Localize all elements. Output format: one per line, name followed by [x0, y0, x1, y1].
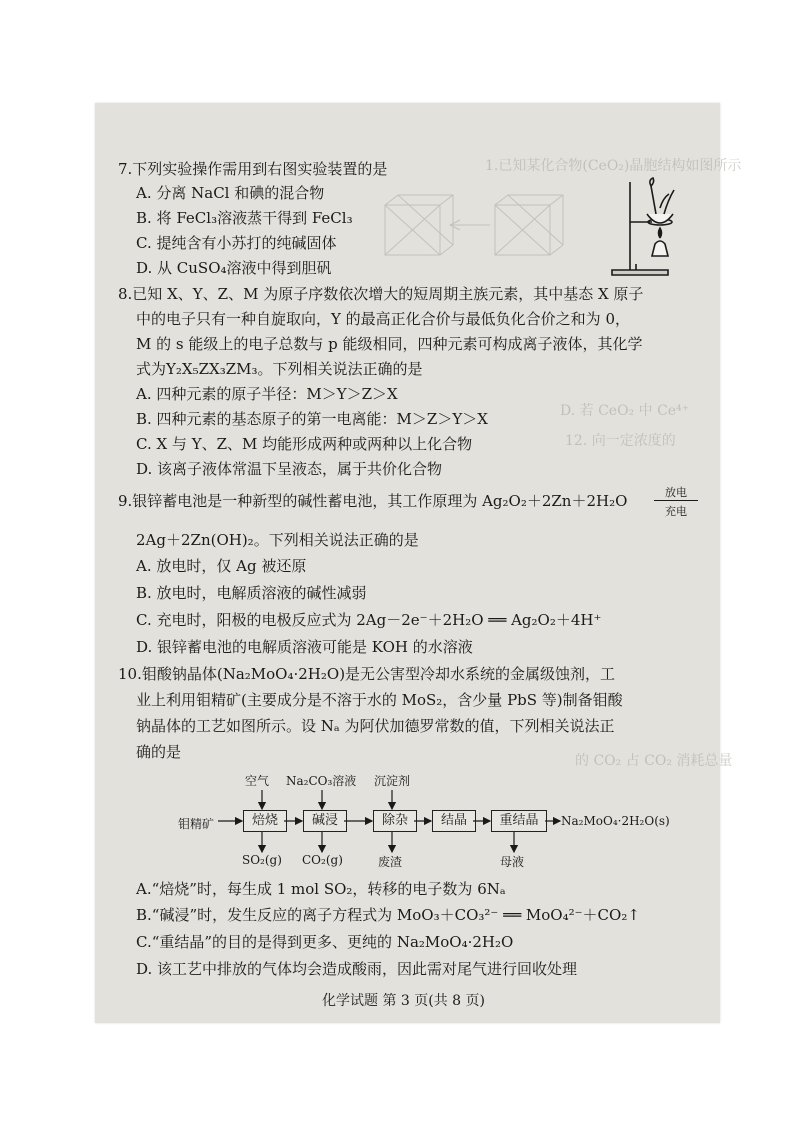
q10-option-a: A.“焙烧”时，每生成 1 mol SO₂，转移的电子数为 6Nₐ: [136, 880, 506, 898]
q9-stem-line-2: 2Ag＋2Zn(OH)₂。下列相关说法正确的是: [136, 531, 419, 549]
bleed-through-text: 12. 向一定浓度的: [565, 433, 676, 449]
q8-option-d: D. 该离子液体常温下呈液态，属于共价化合物: [136, 460, 443, 478]
q8-option-c: C. X 与 Y、Z、M 均能形成两种或两种以上化合物: [136, 435, 473, 453]
q7-stem: 7.下列实验操作需用到右图实验装置的是: [118, 160, 388, 178]
q9-stem-line-1: 9.银锌蓄电池是一种新型的碱性蓄电池，其工作原理为 Ag₂O₂＋2Zn＋2H₂O: [118, 492, 628, 510]
flow-output-so2: SO₂(g): [242, 853, 282, 867]
bleed-through-text: 1.已知某化合物(CeO₂)晶胞结构如图所示: [485, 158, 742, 174]
flow-step-impurity-removal: 除杂: [373, 810, 417, 832]
flow-output-mother-liquor: 母液: [500, 855, 525, 869]
q9-discharge-label: 放电: [665, 486, 687, 499]
bleed-through-text: D. 若 CeO₂ 中 Ce⁴⁺: [560, 403, 690, 419]
flow-step-alkali-leach: 碱浸: [303, 810, 347, 832]
q8-stem-line-1: 8.已知 X、Y、Z、M 为原子序数依次增大的短周期主族元素，其中基态 X 原子: [118, 285, 644, 303]
flow-output-residue: 废渣: [378, 855, 403, 869]
flow-input-air: 空气: [245, 774, 270, 788]
q8-stem-line-3: M 的 s 能级上的电子总数与 p 能级相同，四种元素可构成离子液体，其化学: [136, 335, 643, 353]
q9-option-b: B. 放电时，电解质溶液的碱性减弱: [136, 584, 367, 602]
q9-charge-label: 充电: [665, 505, 687, 518]
q7-option-d: D. 从 CuSO₄溶液中得到胆矾: [136, 259, 332, 277]
q7-option-b: B. 将 FeCl₃溶液蒸干得到 FeCl₃: [136, 209, 353, 227]
q7-option-c: C. 提纯含有小苏打的纯碱固体: [136, 234, 337, 252]
q7-option-a: A. 分离 NaCl 和碘的混合物: [136, 184, 325, 202]
q9-option-d: D. 银锌蓄电池的电解质溶液可能是 KOH 的水溶液: [136, 638, 473, 656]
page-footer: 化学试题 第 3 页(共 8 页): [322, 993, 485, 1009]
q10-stem-line-2: 业上利用钼精矿(主要成分是不溶于水的 MoS₂，含少量 PbS 等)制备钼酸: [136, 691, 623, 709]
q8-option-b: B. 四种元素的基态原子的第一电离能：M＞Z＞Y＞X: [136, 410, 488, 428]
flow-step-recrystallize: 重结晶: [491, 810, 547, 832]
flow-input-na2co3: Na₂CO₃溶液: [286, 774, 357, 788]
q10-stem-line-1: 10.钼酸钠晶体(Na₂MoO₄·2H₂O)是无公害型冷却水系统的金属级蚀剂，工: [118, 665, 616, 683]
q8-stem-line-2: 中的电子只有一种自旋取向，Y 的最高正化合价与最低负化合价之和为 0，: [136, 310, 630, 328]
bleed-through-text: 的 CO₂ 占 CO₂ 消耗总量: [575, 753, 733, 769]
q9-option-c: C. 充电时，阳极的电极反应式为 2Ag－2e⁻＋2H₂O ══ Ag₂O₂＋4H⁺: [136, 611, 602, 629]
q10-option-b: B.“碱浸”时，发生反应的离子方程式为 MoO₃＋CO₃²⁻ ══ MoO₄²⁻＋CO₂↑: [136, 906, 640, 924]
q10-stem-line-4: 确的是: [136, 743, 182, 761]
flow-input-ore: 钼精矿: [178, 817, 215, 831]
q8-option-a: A. 四种元素的原子半径：M＞Y＞Z＞X: [136, 385, 398, 403]
flow-output-co2: CO₂(g): [302, 853, 343, 867]
flow-step-roast: 焙烧: [243, 810, 287, 832]
flow-product: Na₂MoO₄·2H₂O(s): [561, 814, 670, 828]
q8-stem-line-4: 式为Y₂X₅ZX₃ZM₃。下列相关说法正确的是: [136, 360, 423, 378]
flow-input-precipitant: 沉淀剂: [374, 774, 411, 788]
q10-option-c: C.“重结晶”的目的是得到更多、更纯的 Na₂MoO₄·2H₂O: [136, 933, 514, 951]
flow-step-crystallize: 结晶: [432, 810, 476, 832]
q10-option-d: D. 该工艺中排放的气体均会造成酸雨，因此需对尾气进行回收处理: [136, 960, 578, 978]
q9-option-a: A. 放电时，仅 Ag 被还原: [136, 557, 307, 575]
q10-stem-line-3: 钠晶体的工艺如图所示。设 Nₐ 为阿伏加德罗常数的值，下列相关说法正: [136, 717, 615, 735]
